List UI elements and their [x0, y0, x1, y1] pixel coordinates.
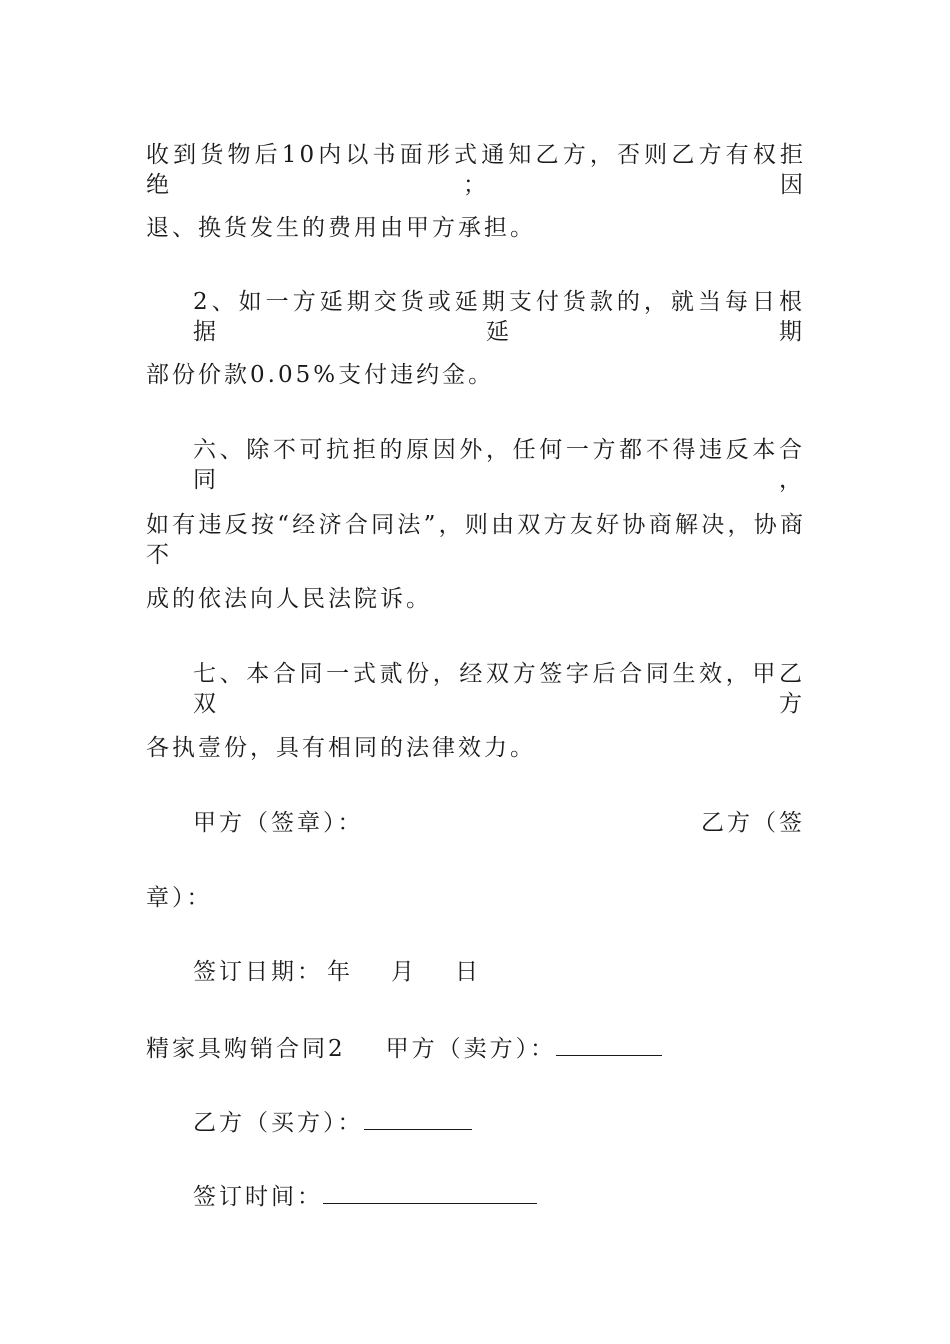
seller-blank	[556, 1033, 662, 1056]
paragraph-line: 六、除不可抗拒的原因外，任何一方都不得违反本合同，	[193, 437, 805, 493]
day-label: 日	[455, 959, 481, 985]
paragraph-line: 各执壹份，具有相同的法律效力。	[146, 735, 536, 761]
buyer-label: 乙方（买方）：	[193, 1110, 364, 1136]
sign-date-label: 签订日期：	[193, 959, 323, 985]
paragraph-line: 退、换货发生的费用由甲方承担。	[146, 215, 536, 241]
seller-label: 甲方（卖方）：	[385, 1036, 557, 1062]
paragraph-line: 部份价款0.05%支付违约金。	[146, 362, 495, 388]
party-b-signature-continuation: 章）：	[146, 885, 213, 911]
sign-date-row	[193, 957, 805, 987]
contract2-header-row	[146, 1033, 806, 1064]
paragraph-line: 成的依法向人民法院诉。	[146, 586, 432, 612]
sign-time-row	[193, 1181, 805, 1212]
buyer-blank	[364, 1107, 472, 1130]
paragraph-line: 如有违反按“经济合同法”，则由双方友好协商解决，协商不	[146, 512, 806, 568]
sign-time-label: 签订时间：	[193, 1184, 323, 1210]
party-b-signature-label: 乙方（签	[701, 810, 805, 836]
year-label: 年	[327, 959, 353, 985]
sign-time-blank	[323, 1181, 537, 1204]
buyer-row	[193, 1107, 805, 1138]
paragraph-line: 七、本合同一式贰份，经双方签字后合同生效，甲乙双方	[193, 661, 805, 717]
paragraph-line: 收到货物后10内以书面形式通知乙方，否则乙方有权拒绝；因	[146, 142, 806, 198]
party-a-signature-label: 甲方（签章）：	[193, 810, 364, 836]
paragraph-line: 2、如一方延期交货或延期支付货款的，就当每日根据延期	[193, 289, 805, 345]
month-label: 月	[391, 959, 417, 985]
signature-row	[193, 808, 805, 838]
contract2-title: 精家具购销合同2	[146, 1036, 346, 1062]
